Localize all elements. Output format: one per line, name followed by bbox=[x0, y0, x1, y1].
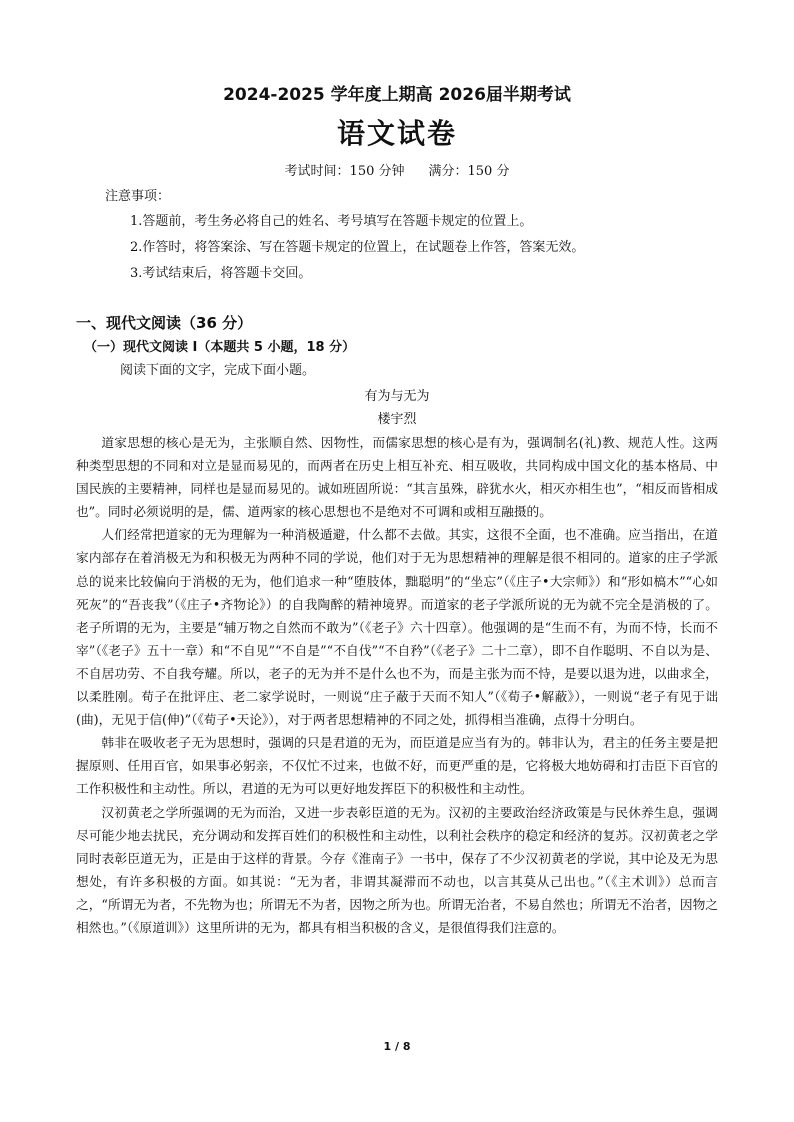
reading-instruction: 阅读下面的文字，完成下面小题。 bbox=[120, 363, 316, 378]
section-subtitle: （一）现代文阅读 I（本题共 5 小题，18 分） bbox=[84, 340, 356, 355]
notice-item: 3.考试结束后，将答题卡交回。 bbox=[130, 266, 312, 281]
notice-list bbox=[130, 209, 584, 287]
article-paragraph: 韩非在吸收老子无为思想时，强调的只是君道的无为，而臣道是应当有为的。韩非认为，君主的任务主要是把握原则、任用百官，如果事必躬亲，不仅忙不过来，也做不好，而更严重的是，它将极大地妨碍和打击臣下百官的工作积极性和主动性。所以，君道的无为可以更好地发挥臣下的积极性和主动性。 bbox=[76, 735, 718, 797]
exam-score: 满分：150 分 bbox=[428, 164, 510, 179]
notice-heading: 注意事项： bbox=[105, 189, 171, 204]
section-title: 一、现代文阅读（36 分） bbox=[76, 314, 253, 332]
page-number: 1 / 8 bbox=[383, 1040, 411, 1053]
notice-item: 2.作答时，将答案涂、写在答题卡规定的位置上，在试题卷上作答，答案无效。 bbox=[130, 240, 585, 255]
article-body bbox=[76, 431, 718, 939]
article-title: 有为与无为 bbox=[364, 389, 430, 404]
article-paragraph: 道家思想的核心是无为，主张顺自然、因物性，而儒家思想的核心是有为，强调制名(礼)教、规范人性。这两种类型思想的不同和对立是显而易见的，而两者在历史上相互补充、相互吸收，共同构成中国文化的基本格局、中国民族的主要精神，同样也是显而易见的。诚如班固所说：“其言虽殊，辟犹水火，相灭亦相生也”，“相反而皆相成也”。同时必须说明的是，儒、道两家的核心思想也不是绝对不可调和或相互融摄的。 bbox=[76, 435, 718, 520]
exam-time: 考试时间：150 分钟 bbox=[284, 164, 405, 179]
exam-info bbox=[0, 160, 794, 179]
article-paragraph: 人们经常把道家的无为理解为一种消极遁避，什么都不去做。其实，这很不全面，也不准确。应当指出，在道家内部存在着消极无为和积极无为两种不同的学说，他们对于无为思想精神的理解是很不相同的。道家的庄子学派总的说来比较偏向于消极的无为，他们追求一种“堕肢体，黜聪明”的“坐忘”（《庄子•大宗师》）和“形如槁木”“心如死灰”的“吾丧我”（《庄子•齐物论》）的自我陶醉的精神境界。而道家的老子学派所说的无为就不完全是消极的了。老子所谓的无为，主要是“辅万物之自然而不敢为”（《老子》六十四章）。他强调的是“生而不有，为而不恃，长而不宰”（《老子》五十一章）和“不自见”“不自是”“不自伐”“不自矜”（《老子》二十二章），即不自作聪明、不自以为是、不自居功劳、不自我夸耀。所以，老子的无为并不是什么也不为，而是主张为而不恃，是要以退为进，以曲求全，以柔胜刚。荀子在批评庄、老二家学说时，一则说“庄子蔽于天而不知人”（《荀子•解蔽》），一则说“老子有见于诎(曲)，无见于信(伸)”（《荀子•天论》），对于两者思想精神的不同之处，抓得相当准确，点得十分明白。 bbox=[76, 527, 718, 728]
article-author: 楼宇烈 bbox=[377, 412, 417, 427]
subject-title: 语文试卷 bbox=[336, 117, 457, 150]
notice-item: 1.答题前，考生务必将自己的姓名、考号填写在答题卡规定的位置上。 bbox=[130, 214, 533, 229]
exam-title: 2024-2025 学年度上期高 2026届半期考试 bbox=[223, 85, 571, 105]
article-paragraph: 汉初黄老之学所强调的无为而治，又进一步表彰臣道的无为。汉初的主要政治经济政策是与民休养生息，强调尽可能少地去扰民，充分调动和发挥百姓们的积极性和主动性，以利社会秩序的稳定和经济的复苏。汉初黄老之学同时表彰臣道无为，正是由于这样的背景。今存《淮南子》一书中，保存了不少汉初黄老的学说，其中论及无为思想处，有许多积极的方面。如其说：“无为者，非谓其凝滞而不动也，以言其莫从己出也。”（《主术训》）总而言之，“所谓无为者，不先物为也；所谓无不为者，因物之所为也。所谓无治者，不易自然也；所谓无不治者，因物之相然也。”（《原道训》）这里所讲的无为，都具有相当积极的含义，是很值得我们注意的。 bbox=[76, 804, 718, 935]
